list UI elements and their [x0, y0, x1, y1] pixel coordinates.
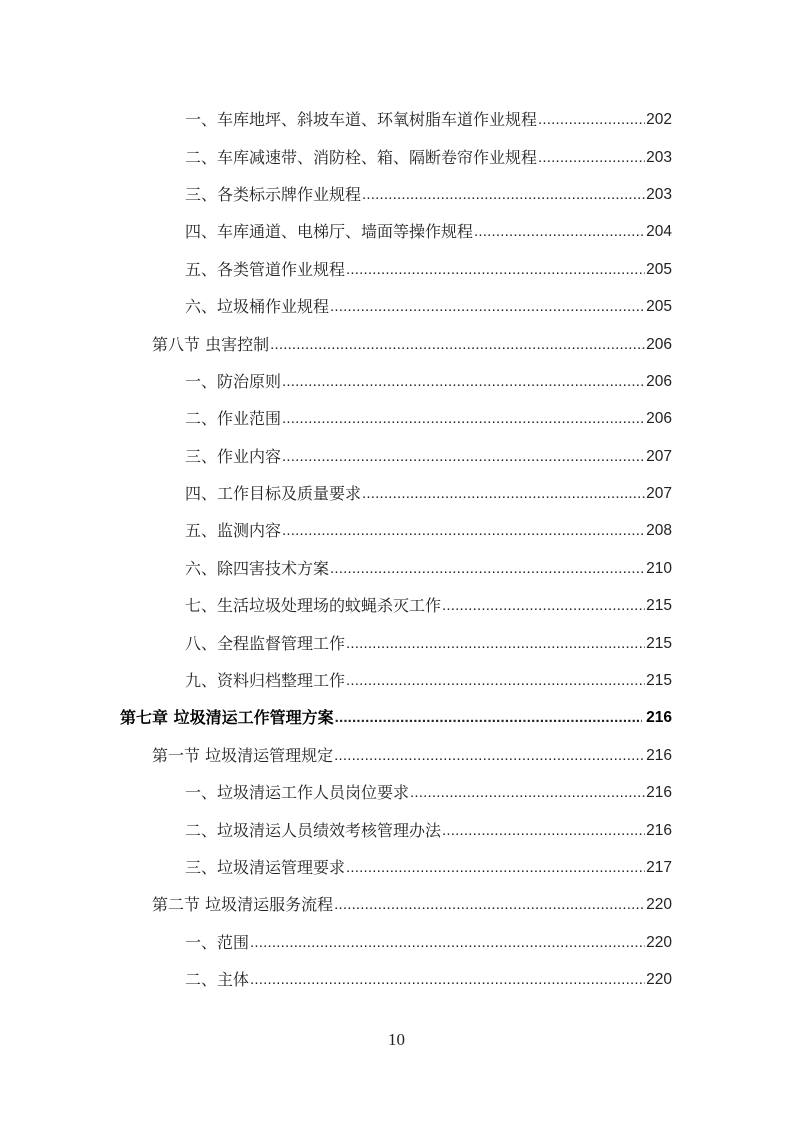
- toc-entry-title: 一、范围: [185, 924, 250, 961]
- dot-leader: [282, 438, 645, 475]
- toc-entry-page: 205: [646, 260, 672, 278]
- dot-leader: [330, 288, 645, 325]
- toc-entry-page: 207: [646, 447, 672, 465]
- toc-entry-title: 二、车库减速带、消防栓、箱、隔断卷帘作业规程: [185, 139, 538, 176]
- dot-leader: [362, 176, 645, 213]
- toc-entry[interactable]: [0, 363, 793, 400]
- toc-entry-title: 第一节 垃圾清运管理规定: [152, 737, 334, 774]
- toc-entry[interactable]: [0, 101, 793, 138]
- toc-entry[interactable]: [0, 811, 793, 848]
- toc-entry-page: 203: [646, 148, 672, 166]
- toc-entry-title: 五、各类管道作业规程: [185, 251, 346, 288]
- dot-leader: [270, 326, 645, 363]
- toc-entry-page: 203: [646, 185, 672, 203]
- toc-entry-title: 四、工作目标及质量要求: [185, 475, 362, 512]
- toc-entry-page: 220: [646, 896, 672, 914]
- toc-entry[interactable]: [0, 251, 793, 288]
- toc-entry-page: 208: [646, 522, 672, 540]
- toc-entry[interactable]: [0, 587, 793, 624]
- toc-entry-page: 207: [646, 485, 672, 503]
- toc-entry-title: 三、垃圾清运管理要求: [185, 849, 346, 886]
- toc-entry-page: 216: [646, 784, 672, 802]
- toc-section-entry[interactable]: [0, 737, 793, 774]
- toc-entry-page: 206: [646, 372, 672, 390]
- toc-chapter-entry[interactable]: [0, 699, 793, 736]
- toc-entry-page: 210: [646, 559, 672, 577]
- toc-entry[interactable]: [0, 961, 793, 998]
- dot-leader: [250, 961, 645, 998]
- dot-leader: [474, 213, 645, 250]
- dot-leader: [538, 101, 645, 138]
- toc-entry[interactable]: [0, 213, 793, 250]
- toc-entry-title: 六、除四害技术方案: [185, 550, 330, 587]
- toc-entry-title: 五、监测内容: [185, 512, 282, 549]
- dot-leader: [362, 475, 645, 512]
- dot-leader: [442, 812, 645, 849]
- dot-leader: [282, 363, 645, 400]
- toc-entry-page: 215: [646, 634, 672, 652]
- toc-section-entry[interactable]: [0, 325, 793, 362]
- toc-entry-title: 二、垃圾清运人员绩效考核管理办法: [185, 812, 442, 849]
- dot-leader: [538, 139, 645, 176]
- toc-entry-title: 一、车库地坪、斜坡车道、环氧树脂车道作业规程: [185, 101, 538, 138]
- toc-entry-title: 六、垃圾桶作业规程: [185, 288, 330, 325]
- dot-leader: [334, 737, 645, 774]
- toc-entry[interactable]: [0, 849, 793, 886]
- toc-entry-page: 217: [646, 859, 672, 876]
- dot-leader: [282, 512, 645, 549]
- toc-entry-page: 216: [646, 746, 672, 764]
- dot-leader: [346, 849, 645, 886]
- dot-leader: [334, 886, 645, 923]
- dot-leader: [330, 550, 645, 587]
- toc-entry[interactable]: [0, 438, 793, 475]
- toc-entry[interactable]: [0, 774, 793, 811]
- toc-entry[interactable]: [0, 624, 793, 661]
- toc-entry-title: 一、防治原则: [185, 363, 282, 400]
- toc-entry-title: 九、资料归档整理工作: [185, 662, 346, 699]
- toc-entry[interactable]: [0, 176, 793, 213]
- toc-entry-page: 205: [646, 298, 672, 316]
- dot-leader: [282, 400, 645, 437]
- toc-section-entry[interactable]: [0, 886, 793, 923]
- toc-entry-title: 三、各类标示牌作业规程: [185, 176, 362, 213]
- toc-entry[interactable]: [0, 924, 793, 961]
- toc-entry[interactable]: [0, 550, 793, 587]
- toc-entry-title: 八、全程监督管理工作: [185, 625, 346, 662]
- toc-entry-title: 二、主体: [185, 961, 250, 998]
- toc-entry-title: 四、车库通道、电梯厅、墙面等操作规程: [185, 213, 474, 250]
- dot-leader: [346, 251, 645, 288]
- toc-entry-title: 第二节 垃圾清运服务流程: [152, 886, 334, 923]
- toc-entry[interactable]: [0, 400, 793, 437]
- toc-entry-page: 206: [646, 335, 672, 353]
- toc-entry-page: 204: [646, 223, 672, 241]
- toc-entry-page: 215: [646, 672, 672, 690]
- toc-entry-page: 216: [646, 821, 672, 839]
- toc-entry-title: 一、垃圾清运工作人员岗位要求: [185, 774, 410, 811]
- toc-entry-page: 215: [646, 597, 672, 615]
- dot-leader: [410, 774, 645, 811]
- toc-entry-title: 二、作业范围: [185, 400, 282, 437]
- toc-entry[interactable]: [0, 475, 793, 512]
- toc-entry-page: 220: [646, 971, 672, 989]
- toc-entry-title: 第八节 虫害控制: [152, 326, 270, 363]
- toc-entry-page: 220: [646, 933, 672, 951]
- table-of-contents: [0, 101, 793, 998]
- toc-entry[interactable]: [0, 288, 793, 325]
- toc-entry[interactable]: [0, 138, 793, 175]
- toc-entry[interactable]: [0, 512, 793, 549]
- toc-entry-page: 202: [646, 111, 672, 129]
- page-number: 10: [388, 1030, 405, 1049]
- dot-leader: [335, 699, 643, 736]
- toc-entry-title: 三、作业内容: [185, 438, 282, 475]
- toc-entry-title: 第七章 垃圾清运工作管理方案: [120, 699, 335, 736]
- toc-entry[interactable]: [0, 662, 793, 699]
- toc-entry-page: 206: [646, 410, 672, 428]
- toc-entry-title: 七、生活垃圾处理场的蚊蝇杀灭工作: [185, 587, 442, 624]
- dot-leader: [442, 587, 645, 624]
- toc-entry-page: 216: [646, 709, 672, 727]
- dot-leader: [346, 662, 645, 699]
- dot-leader: [250, 924, 645, 961]
- dot-leader: [346, 625, 645, 662]
